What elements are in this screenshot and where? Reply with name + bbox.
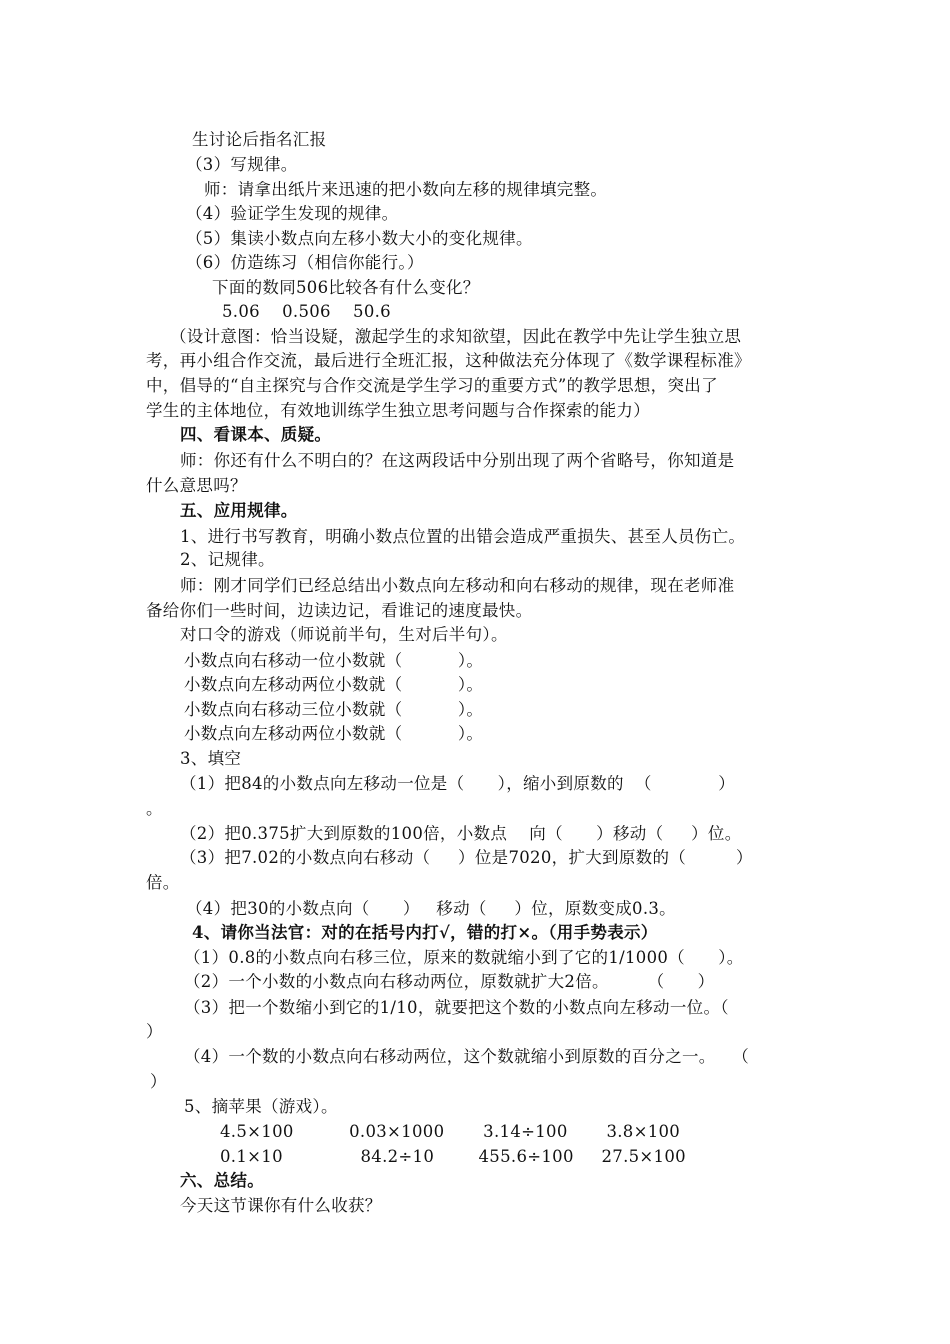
text-line: 下面的数同506比较各有什么变化？ (212, 278, 480, 297)
text-line: 倍。 (146, 873, 180, 892)
text-line: ） (146, 1022, 163, 1041)
text-line: 生讨论后指名汇报 (192, 130, 327, 149)
text-line: 0.1×10 84.2÷10 455.6÷100 27.5×100 (220, 1147, 686, 1166)
text-line: 师：刚才同学们已经总结出小数点向左移动和向右移动的规律，现在老师准 (180, 576, 735, 595)
text-line: 4.5×100 0.03×1000 3.14÷100 3.8×100 (220, 1122, 681, 1141)
text-line: 什么意思吗？ (146, 476, 247, 495)
section-heading: 四、看课本、质疑。 (180, 425, 332, 444)
text-line: 小数点向右移动一位小数就（ ）。 (184, 651, 484, 670)
text-line: 对口令的游戏（师说前半句，生对后半句）。 (180, 625, 508, 644)
text-line: 5.06 0.506 50.6 (222, 302, 391, 321)
text-line: 师：你还有什么不明白的？在这两段话中分别出现了两个省略号，你知道是 (180, 451, 735, 470)
text-line: 5、摘苹果（游戏）。 (184, 1097, 338, 1116)
text-line: （设计意图：恰当设疑，激起学生的求知欲望，因此在教学中先让学生独立思 (170, 327, 742, 346)
text-line: 师：请拿出纸片来迅速的把小数向左移的规律填完整。 (204, 180, 608, 199)
text-line: 备给你们一些时间，边读边记，看谁记的速度最快。 (146, 601, 533, 620)
section-heading: 4、请你当法官：对的在括号内打√，错的打×。（用手势表示） (192, 923, 658, 942)
text-line: （4）把30的小数点向（ ） 移动（ ）位，原数变成0.3。 (186, 899, 676, 918)
text-line: （4）验证学生发现的规律。 (186, 204, 399, 223)
text-line: 小数点向左移动两位小数就（ ）。 (184, 724, 484, 743)
text-line: ） (150, 1072, 167, 1091)
text-line: 3、填空 (180, 749, 242, 768)
text-line: 小数点向左移动两位小数就（ ）。 (184, 675, 484, 694)
text-line: （2）一个小数的小数点向右移动两位，原数就扩大2倍。 （ ） (184, 972, 715, 991)
text-line: 。 (146, 799, 163, 818)
text-line: 小数点向右移动三位小数就（ ）。 (184, 700, 484, 719)
text-line: 2、记规律。 (180, 550, 275, 569)
text-line: 今天这节课你有什么收获？ (180, 1196, 382, 1215)
text-line: （2）把0.375扩大到原数的100倍，小数点 向（ ）移动（ ）位。 (180, 824, 742, 843)
text-line: 学生的主体地位，有效地训练学生独立思考问题与合作探索的能力） (146, 401, 650, 420)
section-heading: 六、总结。 (180, 1171, 264, 1190)
text-line: （4）一个数的小数点向右移动两位，这个数就缩小到原数的百分之一。 （ (184, 1047, 750, 1066)
text-line: （1）把84的小数点向左移动一位是（ ），缩小到原数的 （ ） (180, 774, 736, 793)
section-heading: 五、应用规律。 (180, 501, 298, 520)
text-line: （3）写规律。 (186, 155, 298, 174)
text-line: （6）仿造练习（相信你能行。） (186, 253, 424, 272)
text-line: （3）把一个数缩小到它的1/10，就要把这个数的小数点向左移动一位。（ (184, 998, 729, 1017)
text-line: 1、进行书写教育，明确小数点位置的出错会造成严重损失、甚至人员伤亡。 (180, 527, 746, 546)
text-line: （3）把7.02的小数点向右移动（ ）位是7020，扩大到原数的（ ） (180, 848, 753, 867)
text-line: （5）集读小数点向左移小数大小的变化规律。 (186, 229, 533, 248)
text-line: （1）0.8的小数点向右移三位，原来的数就缩小到了它的1/1000（ ）。 (184, 948, 744, 967)
text-line: 中，倡导的“自主探究与合作交流是学生学习的重要方式”的教学思想，突出了 (146, 376, 718, 395)
text-line: 考，再小组合作交流，最后进行全班汇报，这种做法充分体现了《数学课程标准》 (146, 351, 751, 370)
